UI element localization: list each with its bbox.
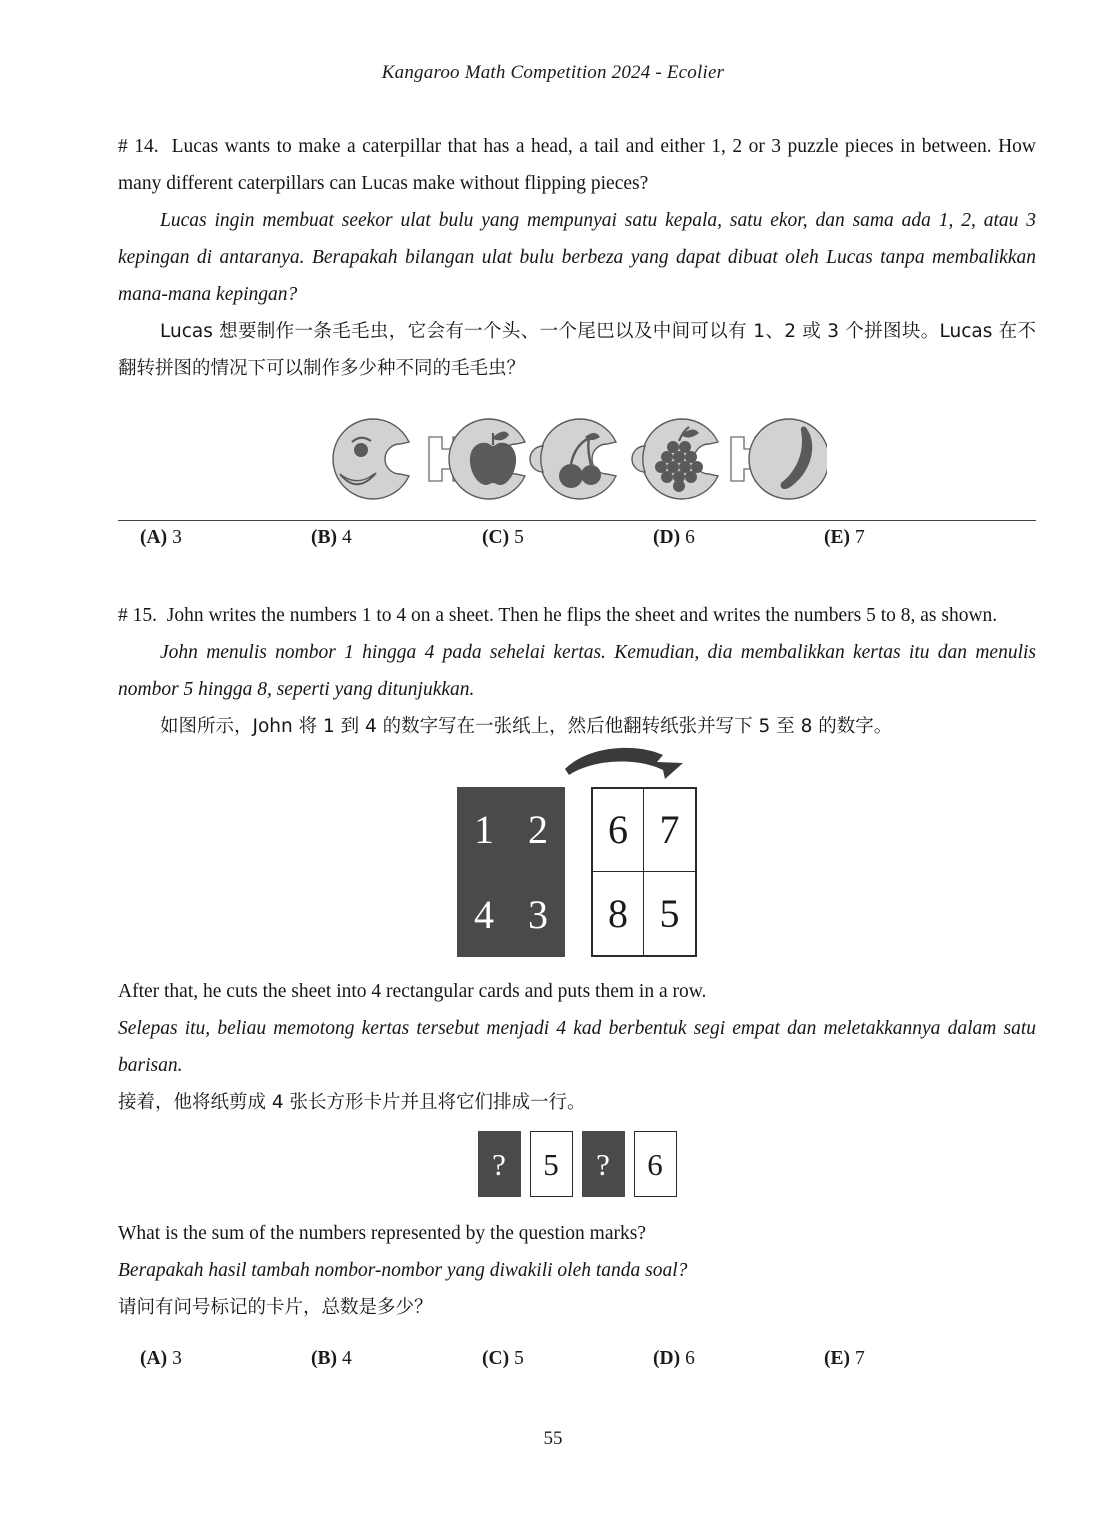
back-sheet-cell-2: 7 [644,789,695,872]
q15-option-d-label: (D) [653,1348,681,1369]
q14-option-d-label: (D) [653,527,681,548]
card-4: 6 [634,1131,677,1197]
q14-english-body: Lucas wants to make a caterpillar that has a head, a tail and either 1, 2 or 3 puzzle pieces in between. How many different caterpillars can Lucas make without flipping pieces? [118,136,1037,194]
q14-option-b-label: (B) [311,527,337,548]
q14-english-text [118,128,1036,202]
q15-option-b[interactable] [311,1348,482,1370]
q15-option-a-value: 3 [172,1348,182,1369]
q15-chinese-text: 如图所示，John 将 1 到 4 的数字写在一张纸上，然后他翻转纸张并写下 5 至 8 的数字。 [160,716,893,737]
q14-option-c-label: (C) [482,527,510,548]
card-1: ? [478,1131,521,1197]
q15-english-text-2: After that, he cuts the sheet into 4 rectangular cards and puts them in a row. [118,981,707,1002]
q14-answer-options [118,527,1036,549]
grape-left-knob [632,446,645,472]
flip-arrow-icon [559,743,689,783]
q15-chinese-text-3: 请问有问号标记的卡片，总数是多少？ [118,1297,433,1318]
front-sheet-cell-3: 4 [474,891,494,937]
head-eye [354,443,368,457]
q14-malay-text: Lucas ingin membuat seekor ulat bulu yang mempunyai satu kepala, satu ekor, dan sama ada 1, 2, atau 3 kepingan di antaranya. Berapakah bilangan ulat bulu berbeza yang dapat dibuat oleh Lucas tanpa membalikkan mana-mana kepingan? [118,210,1036,305]
q15-option-d-value: 6 [685,1348,695,1369]
q15-option-c-label: (C) [482,1348,510,1369]
q14-chinese-text: Lucas 想要制作一条毛毛虫，它会有一个头、一个尾巴以及中间可以有 1、2 或 3 个拼图块。Lucas 在不翻转拼图的情况下可以制作多少种不同的毛毛虫？ [118,321,1036,379]
q14-number: # 14. [118,136,159,157]
q14-figure-caterpillar-pieces [118,413,1036,505]
apple-piece [429,419,525,499]
card-3: ? [582,1131,625,1197]
q15-option-b-value: 4 [342,1348,352,1369]
question-14 [118,128,1036,549]
q15-english-text [118,597,1036,634]
q15-malay-text-2: Selepas itu, beliau memotong kertas tersebut menjadi 4 kad berbentuk segi empat dan meletakkannya dalam satu barisan. [118,1018,1036,1076]
back-sheet [591,787,697,957]
q15-english-text-3: What is the sum of the numbers represented by the question marks? [118,1223,646,1244]
q15-option-c-value: 5 [514,1348,524,1369]
back-sheet-cell-4: 5 [659,890,680,936]
cherry-left-knob [530,446,543,472]
q15-option-e[interactable] [824,1348,995,1370]
back-sheet-cell-1: 6 [593,789,644,872]
q15-option-a[interactable] [118,1348,311,1370]
q15-figure-flip-sheets [118,751,1036,973]
q14-option-a-value: 3 [172,527,182,548]
q14-option-a[interactable] [118,527,311,549]
q14-option-a-label: (A) [140,527,168,548]
q14-option-e-value: 7 [855,527,865,548]
apple-body [470,443,516,485]
q15-answer-options [118,1348,1036,1370]
q15-option-d[interactable] [653,1348,824,1370]
head-piece [333,419,409,499]
page-number: 55 [543,1428,563,1449]
cherry-fruit-2 [581,465,601,485]
cherry-piece [530,419,616,499]
q14-option-e[interactable] [824,527,995,549]
q15-malay-text-3: Berapakah hasil tambah nombor-nombor yang diwakili oleh tanda soal? [118,1260,688,1281]
front-sheet-cell-4: 3 [528,891,548,937]
q15-option-b-label: (B) [311,1348,337,1369]
page-header: Kangaroo Math Competition 2024 - Ecolier [381,62,725,83]
q15-option-c[interactable] [482,1348,653,1370]
q15-option-a-label: (A) [140,1348,168,1369]
card-2: 5 [530,1131,573,1197]
q15-english-body: John writes the numbers 1 to 4 on a sheet. Then he flips the sheet and writes the numbers 5 to 8, as shown. [166,605,998,626]
front-sheet-cell-2: 2 [528,806,548,852]
front-sheet [457,787,565,957]
q15-chinese-text-2: 接着，他将纸剪成 4 张长方形卡片并且将它们排成一行。 [118,1092,586,1113]
q14-option-e-label: (E) [824,527,850,548]
q14-option-c-value: 5 [514,527,524,548]
q15-figure-card-row [118,1131,1036,1197]
grape-piece [632,419,718,499]
question-15 [118,597,1036,1370]
q15-option-e-value: 7 [855,1348,865,1369]
back-sheet-cell-3: 8 [593,872,644,955]
page-content [118,128,1036,1370]
q14-option-b-value: 4 [342,527,352,548]
q15-option-e-label: (E) [824,1348,850,1369]
q14-option-d[interactable] [653,527,824,549]
tail-piece [731,419,827,499]
cherry-fruit-1 [559,464,583,488]
q15-malay-text: John menulis nombor 1 hingga 4 pada sehelai kertas. Kemudian, dia membalikkan kertas itu dan menulis nombor 5 hingga 8, seperti yang ditunjukkan. [118,642,1036,700]
front-sheet-cell-1: 1 [474,806,494,852]
q14-option-b[interactable] [311,527,482,549]
puzzle-pieces-svg [327,413,827,505]
q14-option-c[interactable] [482,527,653,549]
q14-option-d-value: 6 [685,527,695,548]
q15-number: # 15. [118,605,157,626]
